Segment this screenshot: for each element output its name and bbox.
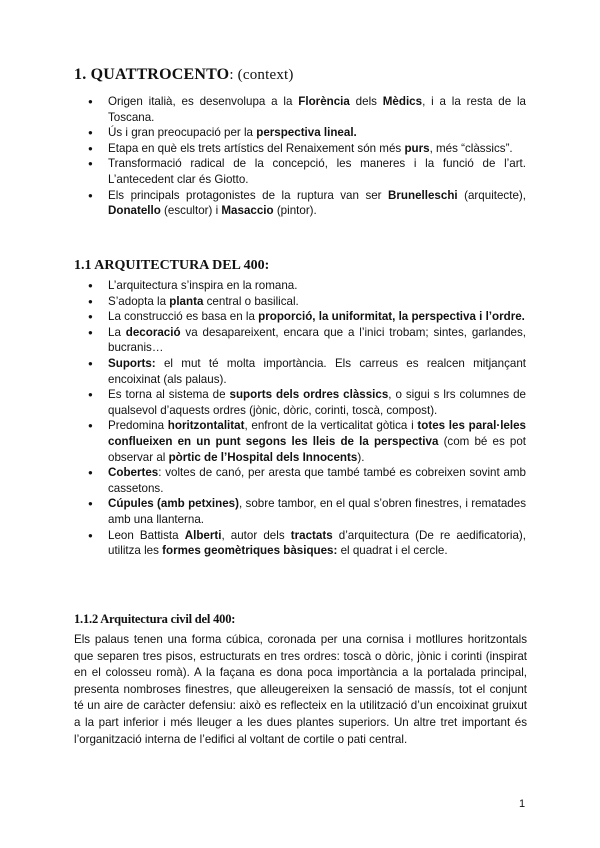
bold-term: Donatello xyxy=(108,204,161,218)
bold-term: totes les paral·leles conflueixen en un punt segons les lleis de la perspectiva xyxy=(108,419,526,448)
architecture-bullet-list xyxy=(88,278,526,559)
section-heading-quattrocento xyxy=(74,66,294,84)
bold-term: Cobertes xyxy=(108,466,159,480)
section-heading-arquitectura: 1.1 ARQUITECTURA DEL 400: xyxy=(74,258,270,273)
list-item: ● Origen italià, es desenvolupa a la Florència dels Mèdics, i a la resta de la Toscana. xyxy=(88,94,526,125)
list-item: ● La decoració va desapareixent, encara que a l’inici trobam; sintes, garlandes, bucranis… xyxy=(88,325,526,356)
context-bullet-list xyxy=(88,94,526,219)
list-item: ● Predomina horitzontalitat, enfront de la verticalitat gòtica i totes les paral·leles conflueixen en un punt segons les lleis de la perspectiva (com bé es pot observar al pòrtic de l’Hospital dels Innocents). xyxy=(88,418,526,465)
list-item: ● Cúpules (amb petxines), sobre tambor, en el qual s’obren finestres, i rematades amb una llanterna. xyxy=(88,496,526,527)
bold-term: formes geomètriques bàsiques: xyxy=(162,544,338,558)
list-item: ● Ús i gran preocupació per la perspectiva lineal. xyxy=(88,125,526,141)
bold-term: planta xyxy=(169,294,204,308)
list-item: ● Cobertes: voltes de canó, per aresta que també també es cobreixen sovint amb cassetons. xyxy=(88,465,526,496)
bold-term: Cúpules (amb petxines) xyxy=(108,497,239,511)
page-number: 1 xyxy=(519,798,526,810)
list-item: ● Etapa en què els trets artístics del Renaixement són més purs, més “clàssics”. xyxy=(88,141,526,157)
list-item: ● Leon Battista Alberti, autor dels tractats d’arquitectura (De re aedificatoria), utilitza les formes geomètriques bàsiques: el quadrat i el cercle. xyxy=(88,528,526,559)
list-item: ● Suports: el mut té molta importància. Els carreus es realcen mitjançant encoixinat (als palaus). xyxy=(88,356,526,387)
civil-architecture-paragraph: Els palaus tenen una forma cúbica, coronada per una cornisa i motllures horitzontals que separen tres pisos, estructurats en tres ordres: toscà o dòric, jònic i corinti (inspirat en el colosseu romà). A la façana es dona poca importància a la portalada principal, presenta nombroses finestres, que alleugereixen la sensació de massís, tot el conjunt té un aire de caràcter defensiu: això es reflecteix en la utilització d’un encoixinat gruixut a la part inferior i més lleuger a les dues plantes superiors. Un altre tret important és l’organització interna de l’edifici al voltant de cortile o pati central. xyxy=(74,633,527,746)
list-item: ● La construcció es basa en la proporció, la uniformitat, la perspectiva i l’ordre. xyxy=(88,309,526,325)
list-item: ● S’adopta la planta central o basilical. xyxy=(88,294,526,310)
list-item: ● Els principals protagonistes de la ruptura van ser Brunelleschi (arquitecte), Donatello (escultor) i Masaccio (pintor). xyxy=(88,188,526,219)
list-item: ● Transformació radical de la concepció, les maneres i la funció de l’art. L’antecedent clar és Giotto. xyxy=(88,156,526,187)
bold-term: perspectiva lineal. xyxy=(256,126,357,140)
heading-subtitle: : (context) xyxy=(229,67,294,83)
list-item: ● Es torna al sistema de suports dels ordres clàssics, o sigui s lrs columnes de qualsevol d’aquests ordres (jònic, dòric, corinti, toscà, compost). xyxy=(88,387,526,418)
bold-term: decoració xyxy=(125,325,181,339)
subsection-heading-civil: 1.1.2 Arquitectura civil del 400: xyxy=(74,612,236,626)
list-item: ● L’arquitectura s’inspira en la romana. xyxy=(88,278,526,294)
heading-title: 1. QUATTROCENTO xyxy=(74,66,230,83)
bold-term: Mèdics xyxy=(382,95,423,108)
bold-term: purs xyxy=(404,141,430,155)
bold-term: tractats xyxy=(290,528,333,542)
bold-term: Florència xyxy=(298,95,350,108)
bold-term: Brunelleschi xyxy=(388,188,458,202)
bold-term: Alberti xyxy=(184,528,222,542)
bold-term: pòrtic de l’Hospital dels Innocents xyxy=(168,450,358,464)
bold-term: horitzontalitat xyxy=(167,419,245,433)
bold-term: Suports: xyxy=(108,356,156,370)
bold-term: Masaccio xyxy=(221,204,274,218)
bold-term: proporció, la uniformitat, la perspectiva i l’ordre. xyxy=(258,310,525,324)
bold-term: suports dels ordres clàssics xyxy=(229,388,389,402)
